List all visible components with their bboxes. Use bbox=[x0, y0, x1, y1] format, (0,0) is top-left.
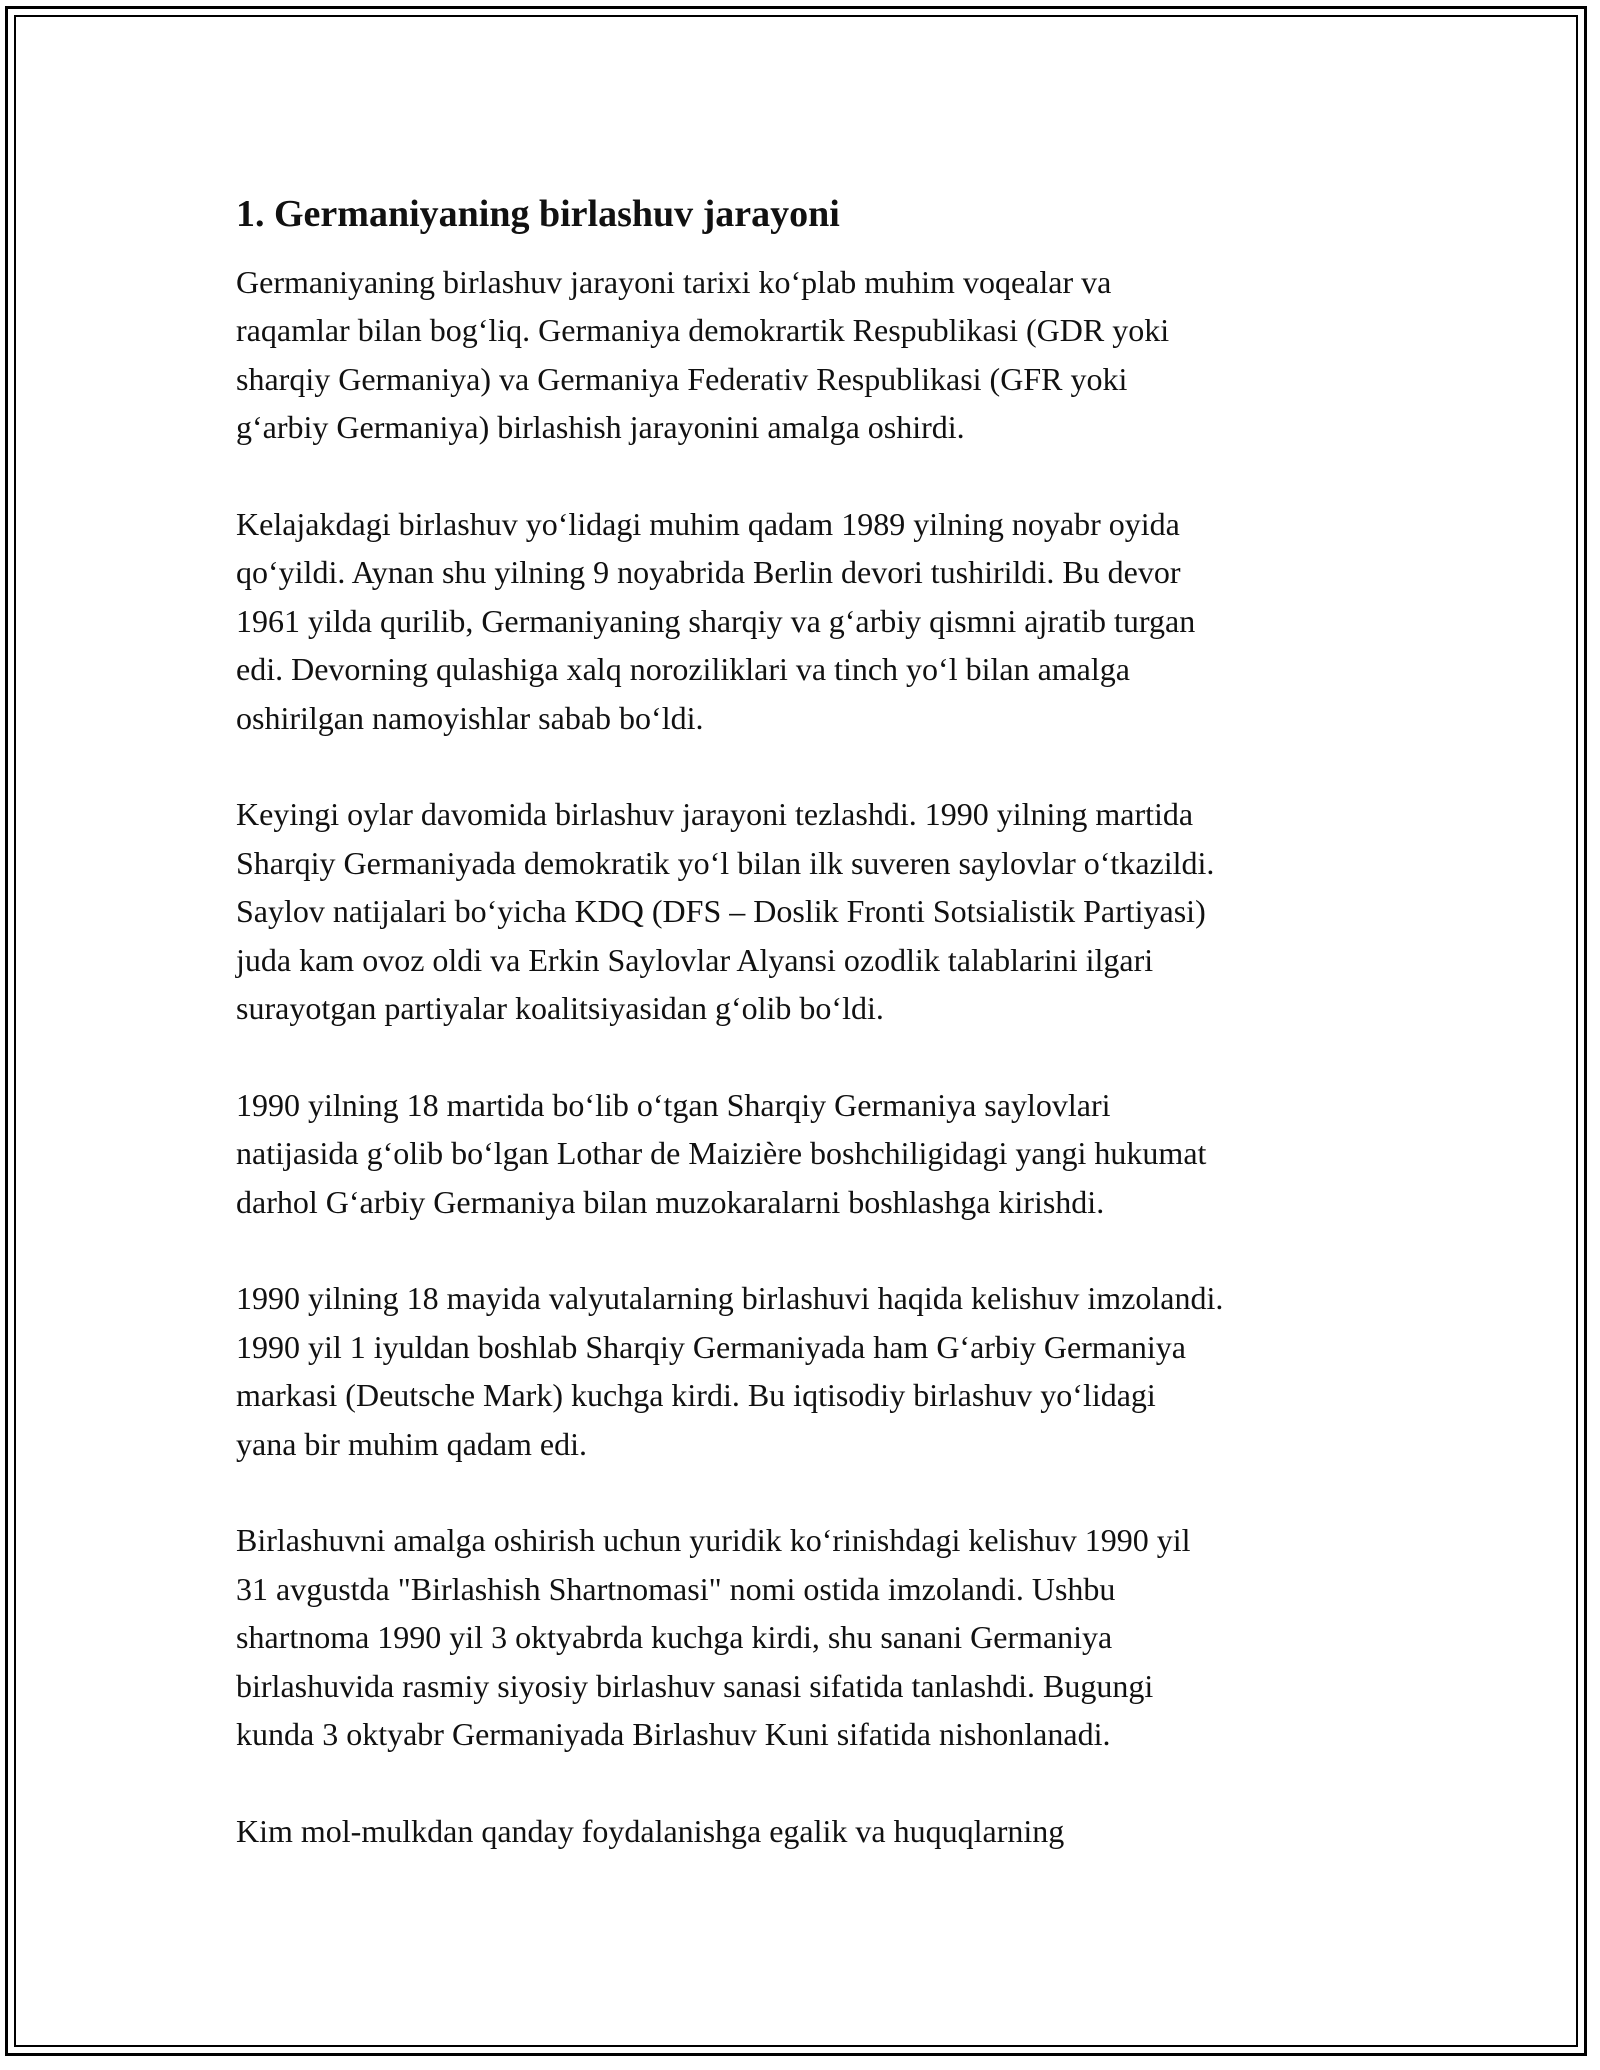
paragraph-elections: Keyingi oylar davomida birlashuv jarayoni tezlashdi. 1990 yilning martida Sharqiy Germaniyada demokratik yoʻl bilan ilk suveren saylovlar oʻtkazildi. Saylov natijalari boʻyicha KDQ (DFS – Doslik Fronti Sotsialistik Partiyasi) juda kam ovoz oldi va Erkin Saylovlar Alyansi ozodlik talablarini ilgari surayotgan partiyalar koalitsiyasidan gʻolib boʻldi. bbox=[236, 796, 1215, 1027]
paragraph-currency-union: 1990 yilning 18 mayida valyutalarning birlashuvi haqida kelishuv imzolandi. 1990 yil 1 iyuldan boshlab Sharqiy Germaniyada ham Gʻarbiy Germaniya markasi (Deutsche Mark) kuchga kirdi. Bu iqtisodiy birlashuv yoʻlidagi yana bir muhim qadam edi. bbox=[236, 1280, 1224, 1462]
document-title: 1. Germaniyaning birlashuv jarayoni bbox=[236, 193, 840, 235]
paragraph-berlin-wall: Kelajakdagi birlashuv yoʻlidagi muhim qadam 1989 yilning noyabr oyida qoʻyildi. Aynan shu yilning 9 noyabrida Berlin devori tushirildi. Bu devor 1961 yilda qurilib, Germaniyaning sharqiy va gʻarbiy qismni ajratib turgan edi. Devorning qulashiga xalq noroziliklari va tinch yoʻl bilan amalga oshirilgan namoyishlar sabab boʻldi. bbox=[236, 506, 1196, 736]
paragraph-intro: Germaniyaning birlashuv jarayoni tarixi koʻplab muhim voqealar va raqamlar bilan bogʻliq. Germaniya demokrartik Respublikasi (GDR yoki sharqiy Germaniya) va Germaniya Federativ Respublikasi (GFR yoki gʻarbiy Germaniya) birlashish jarayonini amalga oshirdi. bbox=[236, 264, 1170, 446]
paragraph-negotiations: 1990 yilning 18 martida boʻlib oʻtgan Sharqiy Germaniya saylovlari natijasida gʻolib boʻlgan Lothar de Maizière boshchiligidagi yangi hukumat darhol Gʻarbiy Germaniya bilan muzokaralarni boshlashga kirishdi. bbox=[236, 1086, 1207, 1220]
paragraph-property: Kim mol-mulkdan qanday foydalanishga egalik va huquqlarning bbox=[236, 1812, 1065, 1849]
document-body bbox=[236, 188, 1396, 1855]
paragraph-unification-treaty: Birlashuvni amalga oshirish uchun yuridik koʻrinishdagi kelishuv 1990 yil 31 avgustda "Birlashish Shartnomasi" nomi ostida imzolandi. Ushbu shartnoma 1990 yil 3 oktyabrda kuchga kirdi, shu sanani Germaniya birlashuvida rasmiy siyosiy birlashuv sanasi sifatida tanlashdi. Bugungi kunda 3 oktyabr Germaniyada Birlashuv Kuni sifatida nishonlanadi. bbox=[236, 1522, 1191, 1753]
